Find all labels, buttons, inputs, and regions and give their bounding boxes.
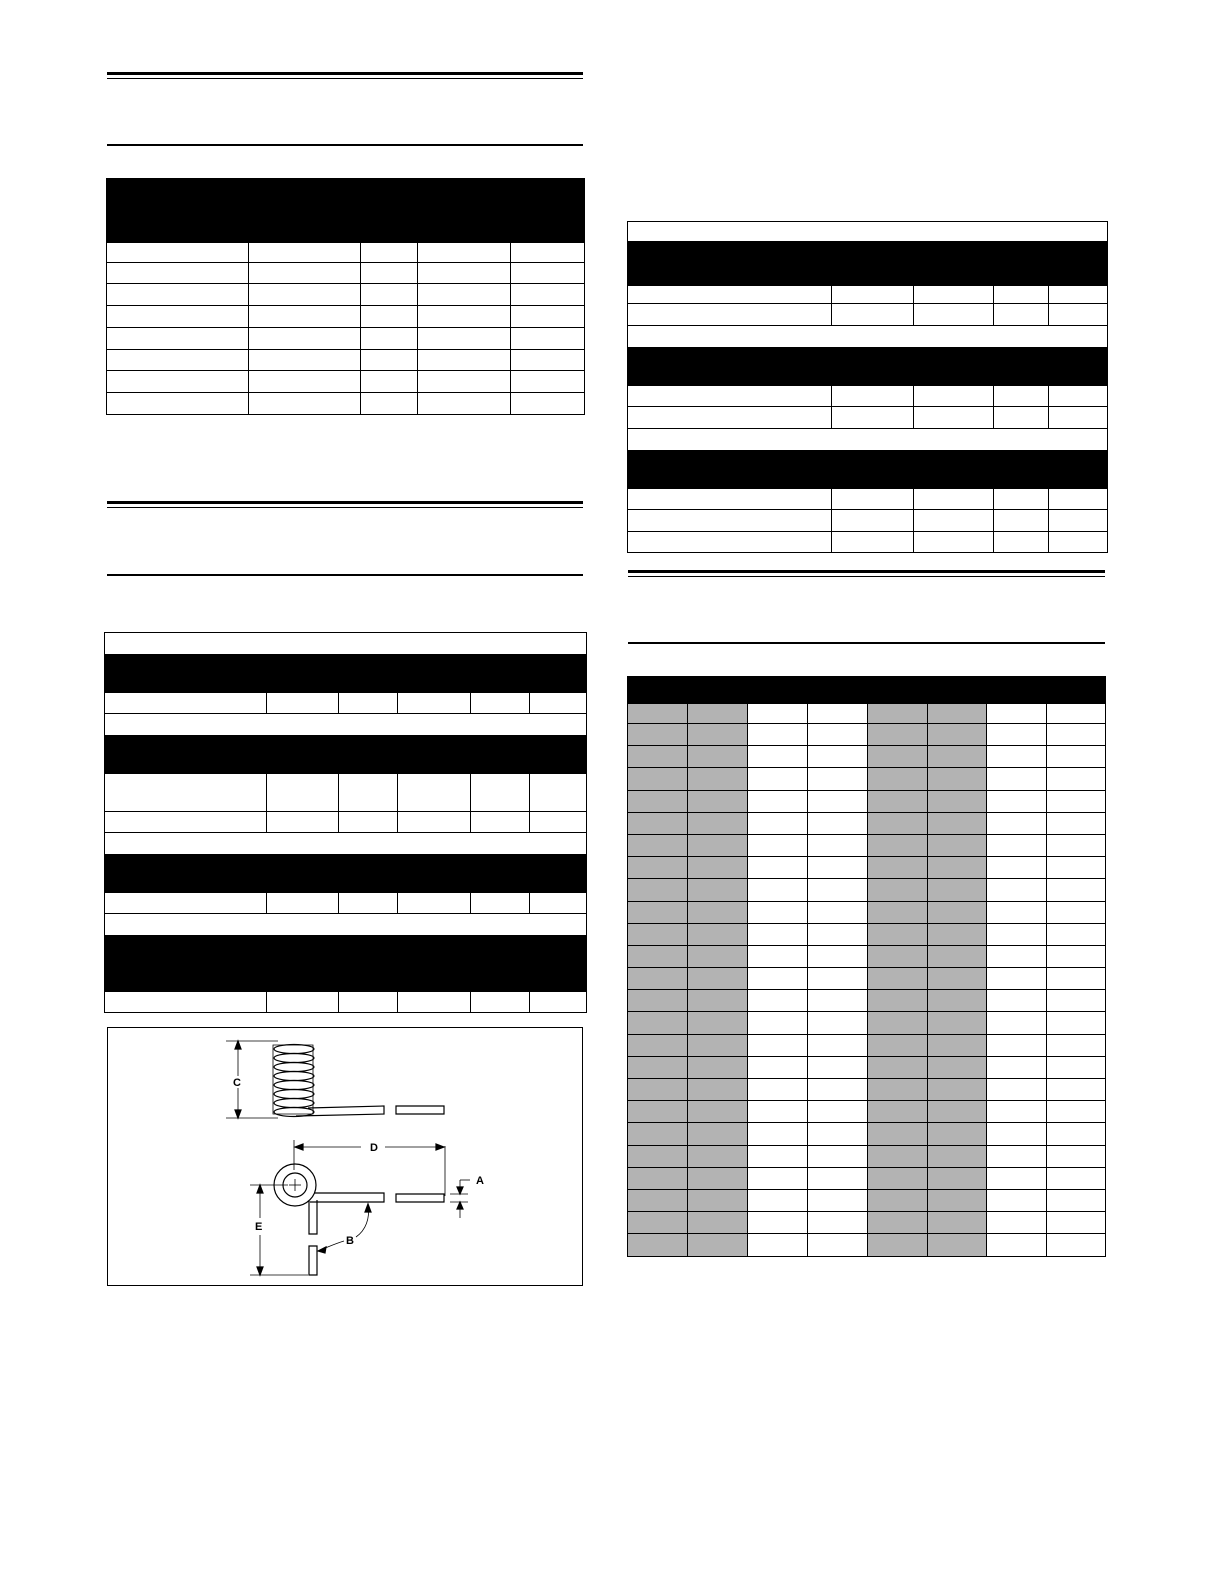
- table-cell: [808, 968, 868, 990]
- table-cell: [628, 923, 688, 945]
- table-cell: [628, 790, 688, 812]
- table-cell: [688, 724, 748, 746]
- dimension-label-c: C: [233, 1077, 241, 1089]
- table-row: [628, 1123, 1106, 1145]
- section-bottom-rule-1: [107, 144, 583, 146]
- table-cell: [628, 704, 688, 724]
- table-cell: [688, 990, 748, 1012]
- table-cell: [808, 945, 868, 967]
- table-cell: [688, 1034, 748, 1056]
- table-row: [107, 306, 585, 328]
- table-cell: [808, 1123, 868, 1145]
- table-cell: [808, 812, 868, 834]
- table-cell: [748, 746, 808, 768]
- table-cell: [868, 1212, 928, 1234]
- table-cell: [1047, 1145, 1106, 1167]
- table-cell: [628, 768, 688, 790]
- table-cell: [928, 1056, 987, 1078]
- table-cell: [1047, 746, 1106, 768]
- table-cell: [928, 1234, 987, 1256]
- table-cell: [1047, 1079, 1106, 1101]
- section-top-double-rule-3a: [628, 570, 1105, 573]
- table-cell: [808, 901, 868, 923]
- table-cell: [748, 857, 808, 879]
- table-header: [105, 855, 587, 893]
- table-cell: [928, 724, 987, 746]
- table-cell: [808, 1034, 868, 1056]
- spec-table-1: [106, 178, 585, 415]
- table-cell: [748, 945, 808, 967]
- table-cell: [928, 704, 987, 724]
- table-cell: [1047, 790, 1106, 812]
- section-top-double-rule-3b: [628, 576, 1105, 577]
- table-row: [628, 1012, 1106, 1034]
- table-cell: [628, 1189, 688, 1211]
- table-row: [628, 1101, 1106, 1123]
- table-row: [628, 1034, 1106, 1056]
- table-cell: [928, 857, 987, 879]
- table-cell: [1047, 1212, 1106, 1234]
- table-cell: [987, 834, 1047, 856]
- table-cell: [1047, 1034, 1106, 1056]
- table-header: [105, 655, 587, 693]
- table-row: [628, 1167, 1106, 1189]
- section-top-double-rule-1a: [107, 72, 583, 75]
- table-cell: [808, 1189, 868, 1211]
- table-cell: [928, 1034, 987, 1056]
- table-cell: [928, 768, 987, 790]
- table-cell: [688, 812, 748, 834]
- table-cell: [688, 1145, 748, 1167]
- table-row: [628, 812, 1106, 834]
- table-cell: [868, 1012, 928, 1034]
- table-header: [107, 179, 585, 243]
- table-cell: [748, 1034, 808, 1056]
- table-cell: [688, 1167, 748, 1189]
- table-cell: [688, 1189, 748, 1211]
- table-cell: [808, 1012, 868, 1034]
- table-cell: [987, 1189, 1047, 1211]
- table-cell: [748, 790, 808, 812]
- table-row: [105, 774, 587, 812]
- table-cell: [1047, 1123, 1106, 1145]
- table-cell: [1047, 879, 1106, 901]
- table-cell: [688, 1079, 748, 1101]
- table-cell: [748, 704, 808, 724]
- table-cell: [748, 1056, 808, 1078]
- table-cell: [688, 901, 748, 923]
- table-cell: [628, 724, 688, 746]
- table-cell: [808, 746, 868, 768]
- table-cell: [688, 968, 748, 990]
- table-cell: [628, 834, 688, 856]
- section-bottom-rule-3: [628, 642, 1105, 644]
- table-cell: [748, 768, 808, 790]
- table-row: [107, 328, 585, 350]
- table-row: [105, 812, 587, 833]
- table-row: [628, 1079, 1106, 1101]
- table-row: [628, 304, 1108, 326]
- table-row: [628, 532, 1108, 553]
- table-cell: [987, 1123, 1047, 1145]
- table-cell: [868, 746, 928, 768]
- table-cell: [808, 1056, 868, 1078]
- table-cell: [748, 901, 808, 923]
- dimension-label-a: A: [476, 1175, 484, 1187]
- table-cell: [928, 812, 987, 834]
- table-cell: [987, 768, 1047, 790]
- table-cell: [808, 1167, 868, 1189]
- table-cell: [987, 1145, 1047, 1167]
- table-cell: [628, 1056, 688, 1078]
- table-cell: [868, 1167, 928, 1189]
- table-cell: [987, 1012, 1047, 1034]
- dimension-label-e: E: [255, 1221, 263, 1233]
- table-cell: [987, 746, 1047, 768]
- table-cell: [1047, 1189, 1106, 1211]
- table-cell: [928, 968, 987, 990]
- table-cell: [628, 1145, 688, 1167]
- table-row: [105, 893, 587, 914]
- table-row: [107, 243, 585, 263]
- table-cell: [688, 704, 748, 724]
- table-cell: [928, 1189, 987, 1211]
- table-row: [628, 834, 1106, 856]
- section-bottom-rule-2: [107, 574, 583, 576]
- table-cell: [1047, 923, 1106, 945]
- table-cell: [1047, 901, 1106, 923]
- table-row: [628, 286, 1108, 304]
- table-row: [628, 510, 1108, 532]
- table-cell: [688, 879, 748, 901]
- torsion-spring-figure: [107, 1027, 583, 1286]
- table-cell: [748, 1012, 808, 1034]
- table-cell: [868, 834, 928, 856]
- table-row: [105, 992, 587, 1013]
- table-cell: [987, 1101, 1047, 1123]
- table-row: [628, 879, 1106, 901]
- table-cell: [628, 857, 688, 879]
- table-cell: [987, 1079, 1047, 1101]
- table-cell: [628, 968, 688, 990]
- table-caption-row: [628, 429, 1108, 451]
- table-cell: [808, 724, 868, 746]
- table-cell: [1047, 724, 1106, 746]
- table-cell: [987, 1234, 1047, 1256]
- table-cell: [748, 812, 808, 834]
- table-cell: [808, 1234, 868, 1256]
- table-row: [628, 386, 1108, 407]
- table-cell: [748, 879, 808, 901]
- table-row: [628, 768, 1106, 790]
- table-cell: [868, 724, 928, 746]
- table-caption-row: [105, 914, 587, 936]
- table-cell: [868, 1056, 928, 1078]
- spring-coils-side-view: [273, 1045, 314, 1117]
- table-cell: [1047, 834, 1106, 856]
- table-row: [628, 704, 1106, 724]
- table-cell: [928, 879, 987, 901]
- table-cell: [868, 1079, 928, 1101]
- table-cell: [987, 1034, 1047, 1056]
- table-cell: [1047, 1167, 1106, 1189]
- table-cell: [688, 1101, 748, 1123]
- table-cell: [928, 1145, 987, 1167]
- table-cell: [628, 812, 688, 834]
- table-row: [628, 1145, 1106, 1167]
- table-cell: [808, 857, 868, 879]
- table-cell: [1047, 768, 1106, 790]
- table-cell: [1047, 1101, 1106, 1123]
- table-cell: [868, 879, 928, 901]
- table-header: [628, 677, 1106, 704]
- table-cell: [688, 945, 748, 967]
- table-row: [628, 1234, 1106, 1256]
- table-cell: [748, 1101, 808, 1123]
- table-cell: [868, 1234, 928, 1256]
- table-row: [628, 790, 1106, 812]
- table-cell: [808, 1101, 868, 1123]
- table-cell: [628, 1167, 688, 1189]
- table-cell: [1047, 1056, 1106, 1078]
- table-caption-row: [105, 833, 587, 855]
- table-cell: [808, 1212, 868, 1234]
- table-row: [107, 263, 585, 284]
- table-cell: [628, 1234, 688, 1256]
- table-cell: [868, 1034, 928, 1056]
- table-cell: [987, 879, 1047, 901]
- table-row: [107, 371, 585, 393]
- dimension-label-b: B: [346, 1235, 354, 1247]
- table-row: [628, 923, 1106, 945]
- table-cell: [688, 790, 748, 812]
- table-cell: [688, 1056, 748, 1078]
- table-cell: [628, 879, 688, 901]
- table-cell: [868, 945, 928, 967]
- table-cell: [868, 990, 928, 1012]
- table-cell: [987, 901, 1047, 923]
- table-caption-row: [105, 633, 587, 655]
- table-cell: [868, 857, 928, 879]
- table-row: [107, 284, 585, 306]
- table-cell: [868, 1189, 928, 1211]
- table-cell: [628, 945, 688, 967]
- table-cell: [748, 1079, 808, 1101]
- table-cell: [987, 812, 1047, 834]
- table-cell: [987, 1167, 1047, 1189]
- table-cell: [748, 923, 808, 945]
- spec-table-4: [627, 676, 1106, 1257]
- section-top-double-rule-2a: [107, 501, 583, 504]
- table-cell: [987, 945, 1047, 967]
- table-cell: [808, 879, 868, 901]
- table-cell: [628, 1079, 688, 1101]
- table-cell: [1047, 990, 1106, 1012]
- table-cell: [688, 923, 748, 945]
- table-row: [628, 945, 1106, 967]
- table-cell: [868, 768, 928, 790]
- table-cell: [628, 1212, 688, 1234]
- table-cell: [987, 704, 1047, 724]
- table-cell: [808, 990, 868, 1012]
- table-cell: [928, 945, 987, 967]
- table-cell: [748, 1123, 808, 1145]
- table-header: [628, 348, 1108, 386]
- table-row: [107, 350, 585, 371]
- table-caption-row: [628, 222, 1108, 242]
- table-header: [628, 242, 1108, 286]
- table-cell: [1047, 857, 1106, 879]
- spec-table-3: [627, 221, 1108, 553]
- table-cell: [987, 968, 1047, 990]
- table-row: [628, 1212, 1106, 1234]
- table-row: [628, 901, 1106, 923]
- table-cell: [808, 923, 868, 945]
- table-cell: [868, 1145, 928, 1167]
- table-row: [628, 968, 1106, 990]
- table-cell: [1047, 704, 1106, 724]
- table-cell: [748, 1212, 808, 1234]
- table-row: [628, 1189, 1106, 1211]
- table-header: [105, 736, 587, 774]
- table-cell: [748, 724, 808, 746]
- table-cell: [748, 990, 808, 1012]
- table-row: [105, 693, 587, 714]
- table-cell: [688, 834, 748, 856]
- table-cell: [928, 790, 987, 812]
- table-cell: [987, 923, 1047, 945]
- table-row: [628, 857, 1106, 879]
- table-cell: [748, 1145, 808, 1167]
- table-row: [628, 489, 1108, 510]
- table-cell: [808, 704, 868, 724]
- table-cell: [868, 901, 928, 923]
- table-cell: [628, 1101, 688, 1123]
- table-cell: [868, 790, 928, 812]
- table-cell: [688, 1212, 748, 1234]
- torsion-spring-drawing: [108, 1028, 582, 1285]
- table-cell: [808, 790, 868, 812]
- table-cell: [688, 857, 748, 879]
- table-cell: [748, 968, 808, 990]
- table-cell: [928, 834, 987, 856]
- table-cell: [748, 1189, 808, 1211]
- table-cell: [928, 1079, 987, 1101]
- table-cell: [987, 1056, 1047, 1078]
- table-cell: [868, 1101, 928, 1123]
- table-cell: [868, 1123, 928, 1145]
- table-cell: [868, 968, 928, 990]
- table-cell: [628, 1123, 688, 1145]
- table-row: [628, 724, 1106, 746]
- table-cell: [748, 834, 808, 856]
- table-row: [628, 746, 1106, 768]
- table-cell: [808, 1145, 868, 1167]
- table-row: [628, 990, 1106, 1012]
- table-cell: [987, 724, 1047, 746]
- dimension-label-d: D: [370, 1142, 378, 1154]
- table-cell: [808, 834, 868, 856]
- table-cell: [987, 857, 1047, 879]
- table-cell: [688, 1123, 748, 1145]
- table-cell: [928, 1212, 987, 1234]
- table-cell: [928, 1012, 987, 1034]
- table-cell: [808, 1079, 868, 1101]
- table-cell: [868, 923, 928, 945]
- table-caption-row: [628, 326, 1108, 348]
- table-header: [628, 451, 1108, 489]
- table-cell: [1047, 812, 1106, 834]
- table-cell: [987, 990, 1047, 1012]
- table-cell: [928, 746, 987, 768]
- table-cell: [688, 746, 748, 768]
- table-cell: [1047, 1234, 1106, 1256]
- table-cell: [688, 1012, 748, 1034]
- table-cell: [628, 746, 688, 768]
- table-cell: [1047, 968, 1106, 990]
- table-cell: [928, 923, 987, 945]
- table-cell: [688, 768, 748, 790]
- table-cell: [808, 768, 868, 790]
- section-top-double-rule-2b: [107, 507, 583, 508]
- table-cell: [628, 1012, 688, 1034]
- table-cell: [1047, 1012, 1106, 1034]
- table-cell: [748, 1234, 808, 1256]
- table-cell: [688, 1234, 748, 1256]
- table-row: [628, 407, 1108, 429]
- table-header: [105, 936, 587, 992]
- table-cell: [868, 812, 928, 834]
- table-cell: [928, 1123, 987, 1145]
- table-cell: [987, 790, 1047, 812]
- section-top-double-rule-1b: [107, 78, 583, 79]
- spec-table-2: [104, 632, 587, 1013]
- table-cell: [928, 1167, 987, 1189]
- table-cell: [748, 1167, 808, 1189]
- table-cell: [987, 1212, 1047, 1234]
- table-caption-row: [105, 714, 587, 736]
- table-cell: [628, 1034, 688, 1056]
- table-cell: [928, 1101, 987, 1123]
- table-cell: [928, 990, 987, 1012]
- table-cell: [1047, 945, 1106, 967]
- table-cell: [928, 901, 987, 923]
- table-cell: [868, 704, 928, 724]
- table-cell: [628, 901, 688, 923]
- table-row: [107, 393, 585, 415]
- table-row: [628, 1056, 1106, 1078]
- table-cell: [628, 990, 688, 1012]
